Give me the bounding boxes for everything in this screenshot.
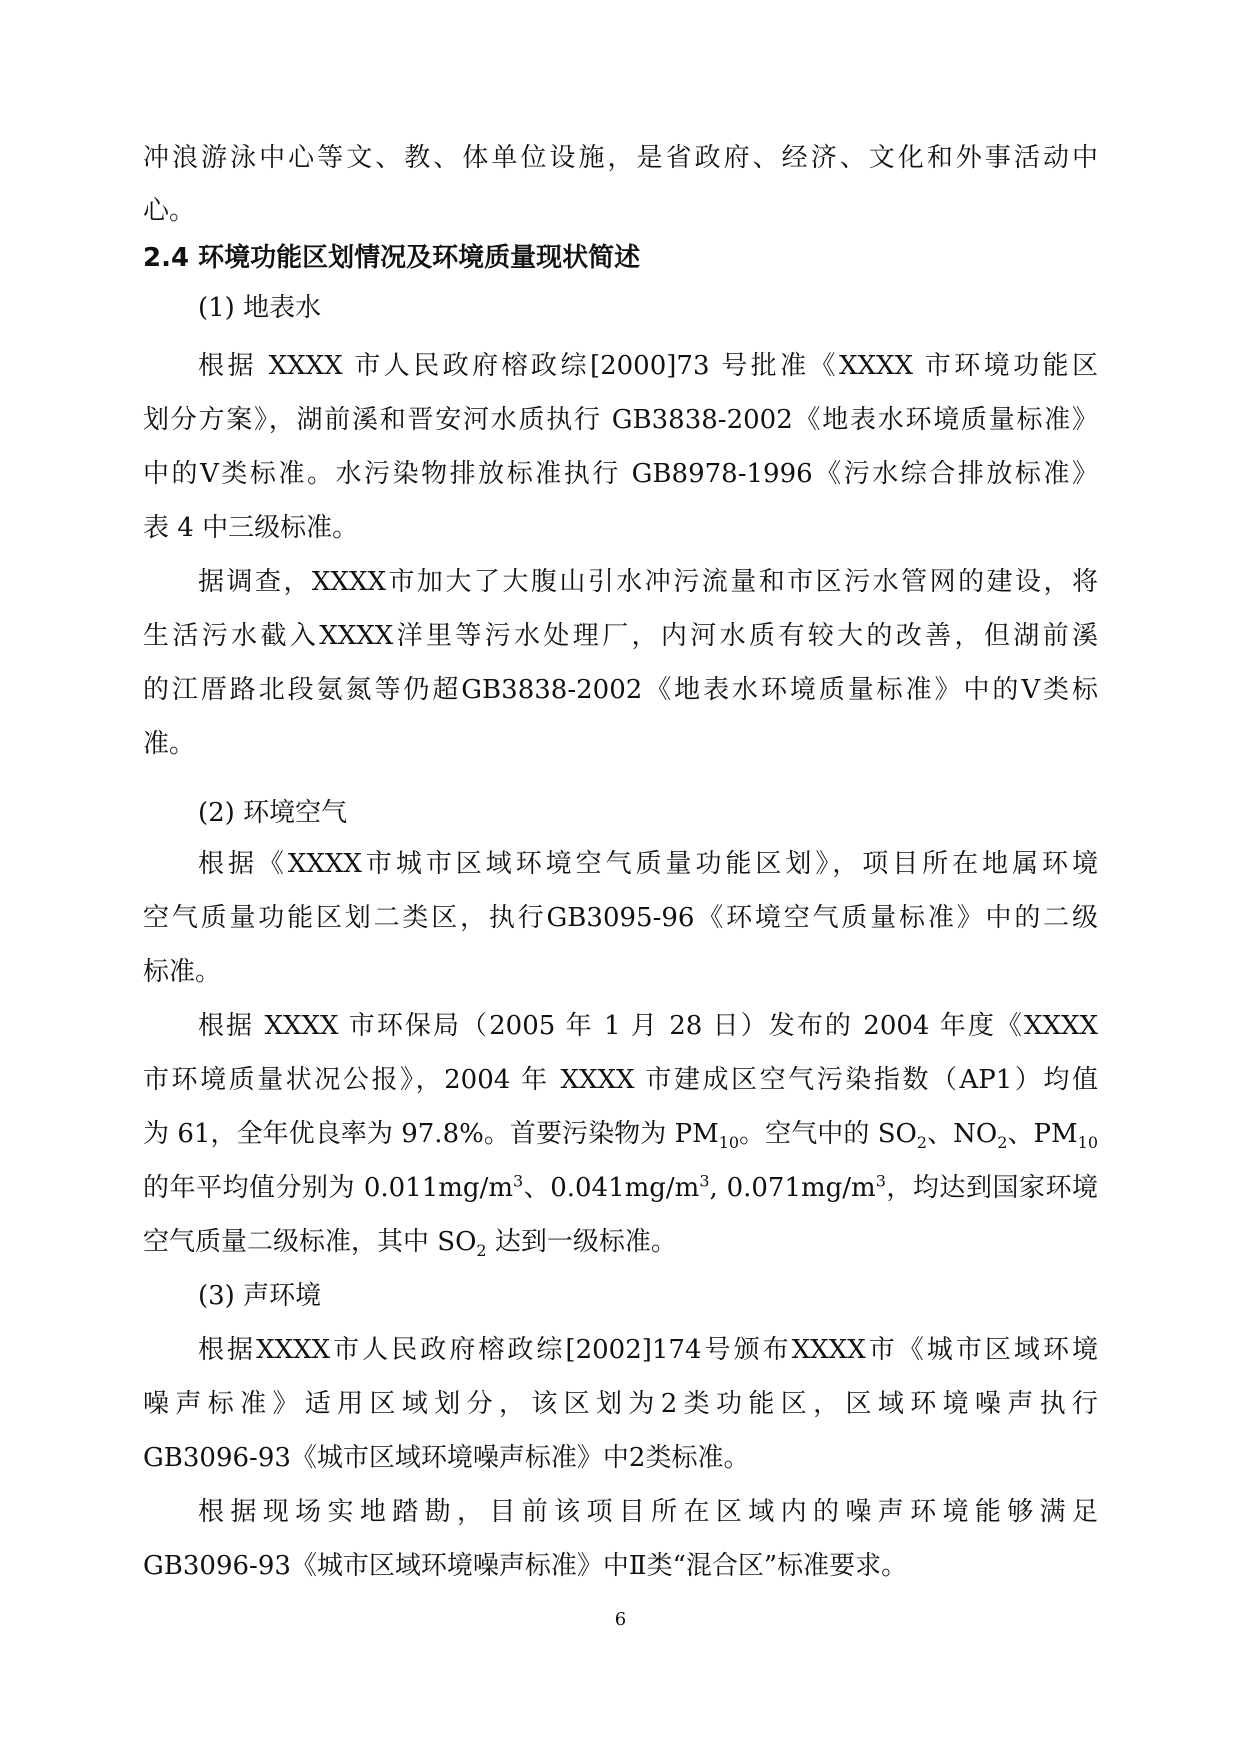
text-line: 据调查，XXXX市加大了大腹山引水冲污流量和市区污水管网的建设，将 <box>198 567 1098 597</box>
subsection-heading: (2) 环境空气 <box>198 798 348 828</box>
subsection-heading: (1) 地表水 <box>198 293 322 323</box>
text-line: 的年平均值分别为 $0.011mg/m^3$、$0.041mg/m^3$, $0.071mg/m^3$，均达到国家环境 <box>143 1171 1098 1203</box>
text-line: 心。 <box>143 196 196 226</box>
text-line: 标准。 <box>143 957 222 987</box>
text-line: 表 4 中三级标准。 <box>143 513 359 543</box>
text-line: 生活污水截入XXXX洋里等污水处理厂，内河水质有较大的改善，但湖前溪 <box>143 621 1098 651</box>
text-line: GB3096-93《城市区域环境噪声标准》中Ⅱ类“混合区”标准要求。 <box>143 1551 908 1581</box>
text-line: 划分方案》，湖前溪和晋安河水质执行 GB3838-2002《地表水环境质量标准》 <box>143 405 1098 435</box>
text-line: 根据 XXXX 市人民政府榕政综[2000]73 号批准《XXXX 市环境功能区 <box>198 351 1098 381</box>
text-line: 的江厝路北段氨氮等仍超GB3838-2002《地表水环境质量标准》中的Ⅴ类标 <box>143 675 1098 705</box>
text-line: 空气质量功能区划二类区，执行GB3095-96《环境空气质量标准》中的二级 <box>143 903 1098 933</box>
text-line: 根据现场实地踏勘，目前该项目所在区域内的噪声环境能够满足 <box>198 1497 1098 1527</box>
text-line: 根据XXXX市人民政府榕政综[2002]174号颁布XXXX市《城市区域环境 <box>198 1335 1098 1365</box>
text-line: 空气质量二级标准，其中 $SO_2$ 达到一级标准。 <box>143 1227 677 1261</box>
text-line: 为 61，全年优良率为 97.8%。首要污染物为 $PM_{10}$。空气中的 $SO_2$、$NO_2$、$PM_{10}$ <box>143 1119 1098 1153</box>
text-line: 根据《XXXX市城市区域环境空气质量功能区划》，项目所在地属环境 <box>198 849 1098 879</box>
text-line: 中的Ⅴ类标准。水污染物排放标准执行 GB8978-1996《污水综合排放标准》 <box>143 459 1098 489</box>
text-line: 准。 <box>143 729 196 759</box>
text-line: 噪声标准》适用区域划分，该区划为2类功能区，区域环境噪声执行 <box>143 1389 1098 1419</box>
page-number: 6 <box>614 1609 627 1630</box>
subsection-heading: (3) 声环境 <box>198 1281 322 1311</box>
section-heading: 2.4 环境功能区划情况及环境质量现状简述 <box>143 243 641 273</box>
text-line: 根据 XXXX 市环保局（2005 年 1 月 28 日）发布的 2004 年度《XXXX <box>198 1011 1098 1041</box>
text-line: GB3096-93《城市区域环境噪声标准》中2类标准。 <box>143 1443 750 1473</box>
text-line: 冲浪游泳中心等文、教、体单位设施，是省政府、经济、文化和外事活动中 <box>143 143 1098 173</box>
text-line: 市环境质量状况公报》，2004 年 XXXX 市建成区空气污染指数（AP1）均值 <box>143 1065 1098 1095</box>
